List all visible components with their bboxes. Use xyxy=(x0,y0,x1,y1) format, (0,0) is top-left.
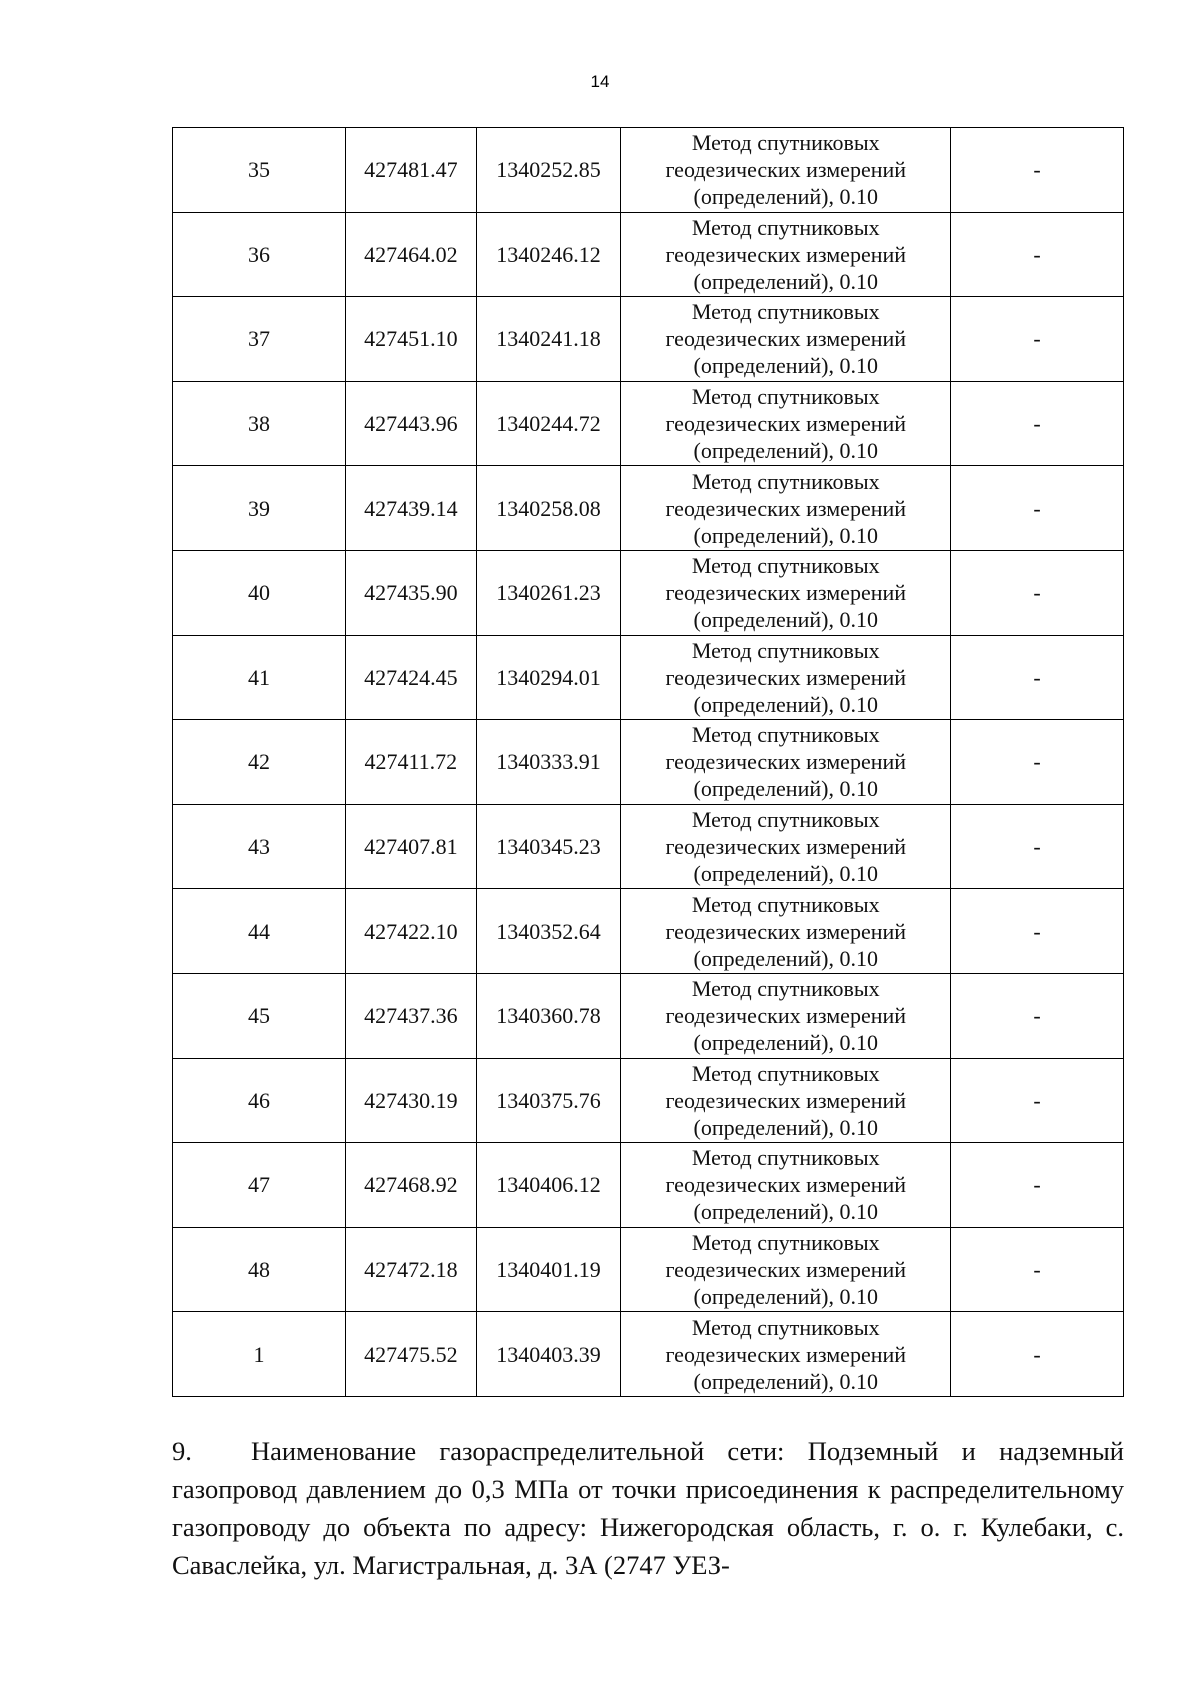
method-line: (определений), 0.10 xyxy=(693,353,878,379)
table-row xyxy=(173,466,1124,551)
table-row xyxy=(173,128,1124,213)
point-cell: 38 xyxy=(173,381,346,466)
method-line: (определений), 0.10 xyxy=(693,1199,878,1225)
method-line: (определений), 0.10 xyxy=(693,1284,878,1310)
coordinates-table xyxy=(172,127,1124,1397)
note-cell: - xyxy=(951,1312,1124,1397)
x-coordinate-cell: 427407.81 xyxy=(345,804,476,889)
point-cell: 41 xyxy=(173,635,346,720)
point-cell: 36 xyxy=(173,212,346,297)
point-cell: 43 xyxy=(173,804,346,889)
method-line: (определений), 0.10 xyxy=(693,776,878,802)
table-row xyxy=(173,1312,1124,1397)
y-coordinate-cell: 1340246.12 xyxy=(476,212,621,297)
method-line: (определений), 0.10 xyxy=(693,1114,878,1140)
method-line: (определений), 0.10 xyxy=(693,1030,878,1056)
section-text: Наименование газораспределительной сети: Подземный и надземный газопровод давлением до 0,3 МПа от точки присоединения к распределительному газопроводу до объекта по адресу: Нижегородская область, г. о. г. Кулебаки, с. Саваслейка, ул. Магистральная, д. 3А (2747 УЕЗ- xyxy=(172,1436,1124,1580)
x-coordinate-cell: 427430.19 xyxy=(345,1058,476,1143)
point-cell: 42 xyxy=(173,720,346,805)
note-cell: - xyxy=(951,466,1124,551)
table-row xyxy=(173,1227,1124,1312)
note-cell: - xyxy=(951,1227,1124,1312)
note-cell: - xyxy=(951,297,1124,382)
note-cell: - xyxy=(951,889,1124,974)
point-cell: 40 xyxy=(173,550,346,635)
method-cell xyxy=(621,212,951,297)
table-row xyxy=(173,381,1124,466)
method-line: (определений), 0.10 xyxy=(693,438,878,464)
point-cell: 35 xyxy=(173,128,346,213)
table-row xyxy=(173,1058,1124,1143)
table-row xyxy=(173,297,1124,382)
point-cell: 48 xyxy=(173,1227,346,1312)
method-line: (определений), 0.10 xyxy=(693,607,878,633)
x-coordinate-cell: 427451.10 xyxy=(345,297,476,382)
method-line: (определений), 0.10 xyxy=(693,691,878,717)
x-coordinate-cell: 427435.90 xyxy=(345,550,476,635)
note-cell: - xyxy=(951,1058,1124,1143)
section-paragraph xyxy=(172,1432,1124,1584)
note-cell: - xyxy=(951,381,1124,466)
note-cell: - xyxy=(951,720,1124,805)
method-line: геодезических измерений xyxy=(665,157,907,183)
y-coordinate-cell: 1340360.78 xyxy=(476,973,621,1058)
method-line: Метод спутниковых xyxy=(691,1060,880,1086)
x-coordinate-cell: 427411.72 xyxy=(345,720,476,805)
y-coordinate-cell: 1340352.64 xyxy=(476,889,621,974)
y-coordinate-cell: 1340403.39 xyxy=(476,1312,621,1397)
method-line: (определений), 0.10 xyxy=(693,522,878,548)
method-cell xyxy=(621,1143,951,1228)
method-line: Метод спутниковых xyxy=(691,553,880,579)
table-row xyxy=(173,889,1124,974)
method-cell xyxy=(621,1227,951,1312)
x-coordinate-cell: 427481.47 xyxy=(345,128,476,213)
method-line: геодезических измерений xyxy=(665,326,907,352)
note-cell: - xyxy=(951,973,1124,1058)
y-coordinate-cell: 1340252.85 xyxy=(476,128,621,213)
method-line: геодезических измерений xyxy=(665,1087,907,1113)
method-line: геодезических измерений xyxy=(665,1172,907,1198)
method-cell xyxy=(621,1058,951,1143)
method-line: (определений), 0.10 xyxy=(693,945,878,971)
method-line: геодезических измерений xyxy=(665,411,907,437)
point-cell: 47 xyxy=(173,1143,346,1228)
y-coordinate-cell: 1340244.72 xyxy=(476,381,621,466)
method-line: (определений), 0.10 xyxy=(693,184,878,210)
method-line: Метод спутниковых xyxy=(691,1145,880,1171)
method-line: Метод спутниковых xyxy=(691,722,880,748)
note-cell: - xyxy=(951,1143,1124,1228)
x-coordinate-cell: 427437.36 xyxy=(345,973,476,1058)
table-row xyxy=(173,804,1124,889)
method-cell xyxy=(621,973,951,1058)
table-row xyxy=(173,550,1124,635)
x-coordinate-cell: 427424.45 xyxy=(345,635,476,720)
point-cell: 1 xyxy=(173,1312,346,1397)
x-coordinate-cell: 427475.52 xyxy=(345,1312,476,1397)
table-row xyxy=(173,635,1124,720)
note-cell: - xyxy=(951,635,1124,720)
section-number: 9. xyxy=(172,1436,192,1466)
point-cell: 45 xyxy=(173,973,346,1058)
method-line: Метод спутниковых xyxy=(691,637,880,663)
method-line: Метод спутниковых xyxy=(691,1230,880,1256)
y-coordinate-cell: 1340333.91 xyxy=(476,720,621,805)
y-coordinate-cell: 1340261.23 xyxy=(476,550,621,635)
table-row xyxy=(173,212,1124,297)
y-coordinate-cell: 1340241.18 xyxy=(476,297,621,382)
y-coordinate-cell: 1340406.12 xyxy=(476,1143,621,1228)
note-cell: - xyxy=(951,128,1124,213)
point-cell: 39 xyxy=(173,466,346,551)
y-coordinate-cell: 1340294.01 xyxy=(476,635,621,720)
method-cell xyxy=(621,128,951,213)
method-line: Метод спутниковых xyxy=(691,468,880,494)
method-cell xyxy=(621,635,951,720)
y-coordinate-cell: 1340258.08 xyxy=(476,466,621,551)
method-line: (определений), 0.10 xyxy=(693,268,878,294)
method-cell xyxy=(621,720,951,805)
method-line: геодезических измерений xyxy=(665,1257,907,1283)
method-line: Метод спутниковых xyxy=(691,384,880,410)
method-line: Метод спутниковых xyxy=(691,214,880,240)
method-cell xyxy=(621,889,951,974)
method-cell xyxy=(621,297,951,382)
method-line: Метод спутниковых xyxy=(691,976,880,1002)
method-line: Метод спутниковых xyxy=(691,807,880,833)
y-coordinate-cell: 1340401.19 xyxy=(476,1227,621,1312)
note-cell: - xyxy=(951,550,1124,635)
note-cell: - xyxy=(951,212,1124,297)
method-line: (определений), 0.10 xyxy=(693,861,878,887)
method-cell xyxy=(621,1312,951,1397)
coordinates-table-body xyxy=(173,128,1124,1397)
point-cell: 46 xyxy=(173,1058,346,1143)
method-line: геодезических измерений xyxy=(665,495,907,521)
method-line: Метод спутниковых xyxy=(691,891,880,917)
table-row xyxy=(173,720,1124,805)
method-line: геодезических измерений xyxy=(665,834,907,860)
method-cell xyxy=(621,381,951,466)
x-coordinate-cell: 427443.96 xyxy=(345,381,476,466)
method-line: (определений), 0.10 xyxy=(693,1368,878,1394)
method-cell xyxy=(621,466,951,551)
point-cell: 37 xyxy=(173,297,346,382)
y-coordinate-cell: 1340375.76 xyxy=(476,1058,621,1143)
page-number: 14 xyxy=(590,72,610,91)
method-line: геодезических измерений xyxy=(665,664,907,690)
note-cell: - xyxy=(951,804,1124,889)
table-row xyxy=(173,973,1124,1058)
method-line: Метод спутниковых xyxy=(691,1314,880,1340)
method-cell xyxy=(621,804,951,889)
method-line: геодезических измерений xyxy=(665,1341,907,1367)
method-line: Метод спутниковых xyxy=(691,299,880,325)
table-row xyxy=(173,1143,1124,1228)
point-cell: 44 xyxy=(173,889,346,974)
method-line: геодезических измерений xyxy=(665,749,907,775)
method-cell xyxy=(621,550,951,635)
method-line: Метод спутниковых xyxy=(691,130,880,156)
x-coordinate-cell: 427439.14 xyxy=(345,466,476,551)
x-coordinate-cell: 427422.10 xyxy=(345,889,476,974)
method-line: геодезических измерений xyxy=(665,580,907,606)
method-line: геодезических измерений xyxy=(665,241,907,267)
y-coordinate-cell: 1340345.23 xyxy=(476,804,621,889)
x-coordinate-cell: 427472.18 xyxy=(345,1227,476,1312)
method-line: геодезических измерений xyxy=(665,1003,907,1029)
x-coordinate-cell: 427468.92 xyxy=(345,1143,476,1228)
x-coordinate-cell: 427464.02 xyxy=(345,212,476,297)
method-line: геодезических измерений xyxy=(665,918,907,944)
